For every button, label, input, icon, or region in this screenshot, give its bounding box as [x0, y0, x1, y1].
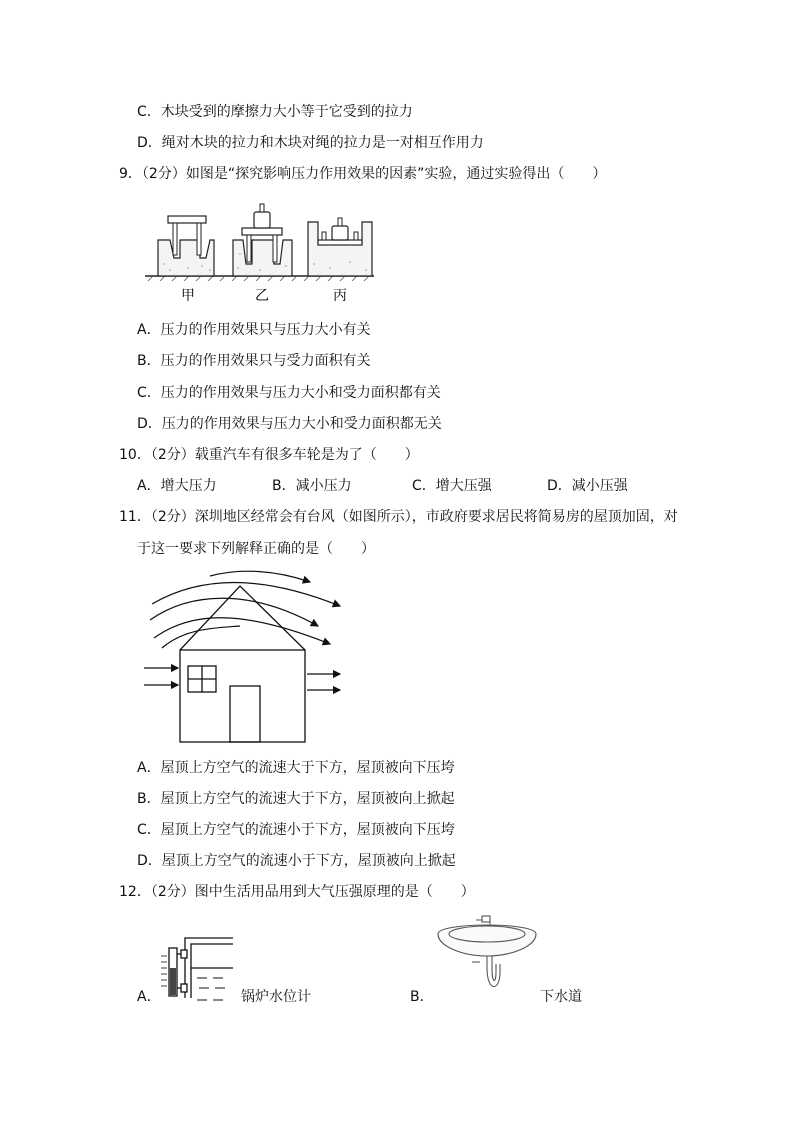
- q11-option-b: B．屋顶上方空气的流速大于下方，屋顶被向上掀起: [137, 791, 455, 807]
- q8-option-d: D．绳对木块的拉力和木块对绳的拉力是一对相互作用力: [137, 135, 484, 151]
- pressure-experiment-figure: [140, 198, 380, 308]
- q8-option-c: C．木块受到的摩擦力大小等于它受到的拉力: [137, 104, 413, 120]
- q11-option-d: D．屋顶上方空气的流速小于下方，屋顶被向上掀起: [137, 853, 456, 869]
- house: [180, 586, 305, 742]
- q9-option-d: D．压力的作用效果与压力大小和受力面积都无关: [137, 416, 442, 432]
- experiment-yi: [233, 204, 292, 276]
- wind-arrows-over-roof: [150, 571, 340, 648]
- typhoon-house-figure: [140, 568, 355, 748]
- q11-option-c: C．屋顶上方空气的流速小于下方，屋顶被向下压垮: [137, 822, 455, 838]
- q10-option-b: B．减小压力: [272, 478, 352, 494]
- q10-option-c: C．增大压强: [412, 478, 492, 494]
- q9-option-c: C．压力的作用效果与压力大小和受力面积都有关: [137, 385, 441, 401]
- label-bing: 丙: [333, 288, 347, 304]
- q11-stem-line1: 11．（2分）深圳地区经常会有台风（如图所示），市政府要求居民将简易房的屋顶加固，对: [119, 509, 678, 525]
- q12-option-a-caption: 锅炉水位计: [241, 989, 311, 1005]
- q12-option-b-letter: B．: [410, 989, 434, 1005]
- q11-stem-line2: 于这一要求下列解释正确的是（ ）: [137, 541, 375, 557]
- q9-stem: 9．（2分）如图是“探究影响压力作用效果的因素”实验，通过实验得出（ ）: [119, 166, 607, 182]
- q10-stem: 10．（2分）载重汽车有很多车轮是为了（ ）: [119, 447, 419, 463]
- q10-option-a: A．增大压力: [137, 478, 217, 494]
- wind-arrows-side: [144, 668, 340, 690]
- q12-option-a-letter: A．: [137, 989, 161, 1005]
- q9-option-b: B．压力的作用效果只与受力面积有关: [137, 353, 371, 369]
- sink-drain-image: [432, 912, 542, 1004]
- q12-option-b-caption: 下水道: [540, 989, 582, 1005]
- experiment-bing: [308, 218, 372, 276]
- q11-option-a: A．屋顶上方空气的流速大于下方，屋顶被向下压垮: [137, 760, 455, 776]
- q12-stem: 12．（2分）图中生活用品用到大气压强原理的是（ ）: [119, 884, 475, 900]
- q9-option-a: A．压力的作用效果只与压力大小有关: [137, 322, 371, 338]
- label-jia: 甲: [181, 288, 195, 304]
- label-yi: 乙: [255, 288, 269, 304]
- q10-option-d: D．减小压强: [547, 478, 628, 494]
- experiment-jia: [158, 216, 214, 276]
- boiler-water-gauge-image: [155, 928, 240, 1008]
